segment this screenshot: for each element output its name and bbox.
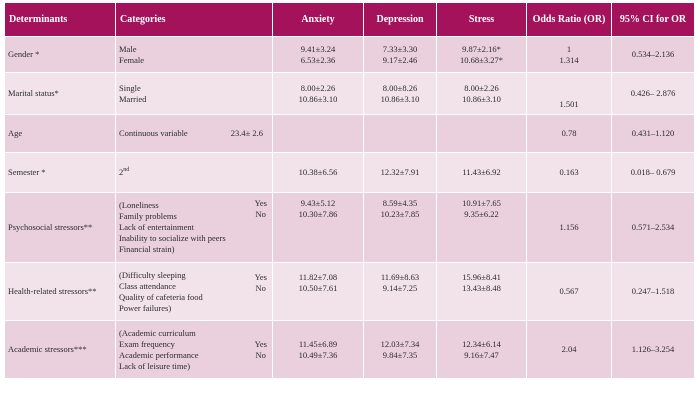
stress-health <box>437 263 527 321</box>
stress-age <box>437 115 527 153</box>
stress-yes: 15.96±8.41 <box>462 272 501 282</box>
depression-yes: 8.59±4.35 <box>382 198 418 208</box>
no-label: No <box>255 349 266 360</box>
header-row <box>5 3 695 37</box>
depression-academic <box>364 321 437 379</box>
header-ci: 95% CI for OR <box>612 3 695 37</box>
depression-single: 8.00±8.26 <box>382 82 418 93</box>
yes-label: Yes <box>254 272 267 282</box>
or-marital: 1.501 <box>527 73 612 115</box>
row-semester <box>5 153 695 193</box>
anxiety-academic <box>273 321 364 379</box>
or-semester: 0.163 <box>527 153 612 193</box>
row-academic <box>5 321 695 379</box>
stress-yes: 12.34±6.14 <box>462 338 501 349</box>
categories-psychosocial <box>116 193 250 263</box>
categories-health <box>116 263 250 321</box>
depression-no: 9.84±7.35 <box>382 349 418 360</box>
category-item: (Difficulty sleeping <box>119 269 186 280</box>
depression-yes: 12.03±7.34 <box>380 338 420 349</box>
stress-yes: 10.91±7.65 <box>462 198 501 208</box>
stress-academic <box>437 321 527 379</box>
category-male: Male <box>119 43 137 54</box>
stress-no: 9.16±7.47 <box>464 349 499 360</box>
category-item: Academic performance <box>119 349 199 360</box>
stress-no: 9.35±6.22 <box>464 209 499 219</box>
anxiety-semester: 10.38±6.56 <box>273 153 364 193</box>
category-item: Family problems <box>119 211 177 221</box>
depression-male: 7.33±3.30 <box>382 43 418 54</box>
category-item: Power failures) <box>119 302 172 313</box>
depression-no: 10.23±7.85 <box>380 209 420 219</box>
depression-married: 10.86±3.10 <box>380 93 420 104</box>
no-label: No <box>255 283 266 293</box>
stress-male: 9.87±2.16* <box>462 43 501 54</box>
ci-age: 0.431–1.120 <box>612 115 695 153</box>
anxiety-male: 9.41±3.24 <box>300 43 336 54</box>
or-health: 0.567 <box>527 263 612 321</box>
determinant-gender: Gender * <box>5 37 116 73</box>
depression-psychosocial <box>364 193 437 263</box>
anxiety-psychosocial <box>273 193 364 263</box>
determinant-marital: Marital status* <box>5 73 116 115</box>
category-semester-suffix: nd <box>123 167 130 174</box>
category-item: Inability to socialize with peers <box>119 233 226 243</box>
anxiety-no: 10.50±7.61 <box>298 283 338 293</box>
depression-age <box>364 115 437 153</box>
or-psychosocial: 1.156 <box>527 193 612 263</box>
category-item: Class attendance <box>119 280 176 291</box>
categories-semester <box>116 153 273 193</box>
category-single: Single <box>119 82 141 93</box>
row-health-related <box>5 263 695 321</box>
row-gender <box>5 37 695 73</box>
ci-marital: 0.426– 2.876 <box>612 73 695 115</box>
categories-academic <box>116 321 250 379</box>
row-psychosocial <box>5 193 695 263</box>
yes-label: Yes <box>254 198 267 208</box>
stress-female: 10.68±3.27* <box>460 54 503 65</box>
anxiety-marital <box>273 73 364 115</box>
ci-health: 0.247–1.518 <box>612 263 695 321</box>
category-item: Lack of leisure time) <box>119 360 191 371</box>
categories-age <box>116 115 273 153</box>
anxiety-no: 10.30±7.86 <box>298 209 338 219</box>
or-gender <box>527 37 612 73</box>
yes-label: Yes <box>254 338 267 349</box>
determinant-academic: Academic stressors*** <box>5 321 116 379</box>
age-mean-sd: 23.4± 2.6 <box>230 128 263 138</box>
row-age <box>5 115 695 153</box>
header-determinants: Determinants <box>5 3 116 37</box>
or-academic: 2.04 <box>527 321 612 379</box>
ci-semester: 0.018– 0.679 <box>612 153 695 193</box>
category-continuous: Continuous variable <box>119 128 188 138</box>
depression-yes: 11.69±8.63 <box>380 272 420 282</box>
ci-psychosocial: 0.571–2.534 <box>612 193 695 263</box>
depression-semester: 12.32±7.91 <box>364 153 437 193</box>
category-married: Married <box>119 93 147 104</box>
results-table <box>4 2 695 379</box>
anxiety-yes: 11.82±7.08 <box>298 272 338 282</box>
yes-no-academic <box>250 321 273 379</box>
anxiety-health <box>273 263 364 321</box>
category-female: Female <box>119 54 145 65</box>
categories-gender <box>116 37 273 73</box>
categories-marital <box>116 73 273 115</box>
anxiety-yes: 9.43±5.12 <box>300 198 336 208</box>
determinant-health: Health-related stressors** <box>5 263 116 321</box>
yes-no-health <box>250 263 273 321</box>
yes-no-psychosocial <box>250 193 273 263</box>
category-item: (Academic curriculum <box>119 327 196 338</box>
header-anxiety: Anxiety <box>273 3 364 37</box>
depression-no: 9.14±7.25 <box>382 283 418 293</box>
depression-marital <box>364 73 437 115</box>
depression-female: 9.17±2.46 <box>382 54 418 65</box>
anxiety-gender <box>273 37 364 73</box>
depression-health <box>364 263 437 321</box>
header-stress: Stress <box>437 3 527 37</box>
determinant-psychosocial: Psychosocial stressors** <box>5 193 116 263</box>
category-item: Exam frequency <box>119 338 175 349</box>
determinant-age: Age <box>5 115 116 153</box>
header-odds-ratio: Odds Ratio (OR) <box>527 3 612 37</box>
no-label: No <box>255 209 266 219</box>
header-depression: Depression <box>364 3 437 37</box>
stress-no: 13.43±8.48 <box>462 283 501 293</box>
or-female: 1.314 <box>559 54 579 65</box>
stress-semester: 11.43±6.92 <box>437 153 527 193</box>
stress-marital <box>437 73 527 115</box>
anxiety-yes: 11.45±6.89 <box>298 338 338 349</box>
category-item: Quality of cafeteria food <box>119 291 203 302</box>
anxiety-married: 10.86±3.10 <box>298 93 338 104</box>
stress-gender <box>437 37 527 73</box>
or-age: 0.78 <box>527 115 612 153</box>
category-semester-number: 2 <box>119 167 124 177</box>
ci-gender: 0.534–2.136 <box>612 37 695 73</box>
anxiety-female: 6.53±2.36 <box>300 54 336 65</box>
ci-academic: 1.126–3.254 <box>612 321 695 379</box>
category-item: Financial strain) <box>119 244 175 254</box>
header-categories: Categories <box>116 3 273 37</box>
row-marital-status <box>5 73 695 115</box>
anxiety-age <box>273 115 364 153</box>
stress-psychosocial <box>437 193 527 263</box>
depression-gender <box>364 37 437 73</box>
category-item: Lack of entertainment <box>119 222 195 232</box>
category-item: (Loneliness <box>119 200 159 210</box>
anxiety-no: 10.49±7.36 <box>298 349 338 360</box>
stress-married: 10.86±3.10 <box>462 93 501 104</box>
stress-single: 8.00±2.26 <box>464 82 499 93</box>
or-male: 1 <box>566 43 572 54</box>
anxiety-single: 8.00±2.26 <box>300 82 336 93</box>
determinant-semester: Semester * <box>5 153 116 193</box>
